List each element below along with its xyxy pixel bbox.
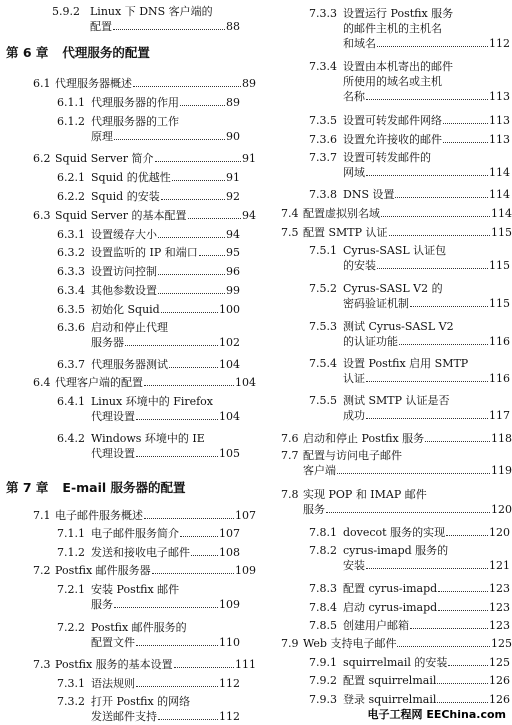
page-number: 126: [489, 674, 510, 687]
dot-leader: [438, 591, 488, 592]
toc-title-line: dovecot 服务的实现: [343, 526, 446, 539]
page-number: 123: [489, 619, 510, 632]
page-number: 89: [226, 96, 240, 109]
toc-title-line: Postfix 邮件服务器: [55, 564, 151, 577]
toc-subsection: [52, 4, 240, 34]
toc-title-line: 的认证功能: [343, 335, 398, 348]
toc-subsection: [57, 526, 240, 541]
toc-subsection: [309, 543, 510, 573]
toc-subsection: [309, 393, 510, 423]
toc-title-line: 认证: [343, 372, 365, 385]
page-number: 112: [489, 37, 510, 50]
toc-number: 6.2: [33, 152, 51, 165]
toc-subsection: [57, 170, 240, 185]
page-number: 89: [242, 77, 256, 90]
toc-number: 7.1: [33, 509, 51, 522]
toc-number: 6.1: [33, 77, 51, 90]
dot-leader: [366, 418, 488, 419]
toc-title-line: 发送邮件支持: [91, 710, 157, 723]
page-number: 112: [219, 710, 240, 723]
page-number: 100: [219, 303, 240, 316]
toc-number: 7.3.1: [57, 677, 85, 690]
toc-title-line: 配置 squirrelmail: [343, 674, 437, 687]
toc-title-line: 代理客户端的配置: [55, 376, 143, 389]
toc-number: 6.3.7: [57, 358, 85, 371]
dot-leader: [169, 367, 218, 368]
page-number: 102: [219, 336, 240, 349]
toc-subsection: [309, 581, 510, 596]
toc-title-line: 配置 cyrus-imapd: [343, 582, 438, 595]
page-number: 108: [219, 546, 240, 559]
toc-number: 6.4.1: [57, 395, 85, 408]
dot-leader: [366, 99, 488, 100]
toc-subsection: [309, 319, 510, 349]
toc-title-line: Web 支持电子邮件: [303, 637, 397, 650]
toc-number: 7.8.3: [309, 582, 337, 595]
dot-leader: [337, 473, 490, 474]
dot-leader: [125, 345, 218, 346]
toc-title-line: Cyrus-SASL 认证包: [343, 244, 447, 257]
page-number: 95: [226, 246, 240, 259]
page-number: 120: [491, 503, 512, 516]
page-number: 113: [489, 133, 510, 146]
toc-number: 6.4.2: [57, 432, 85, 445]
toc-number: 7.8: [281, 488, 299, 501]
toc-title-line: Postfix 邮件服务的: [91, 621, 187, 634]
dot-leader: [389, 235, 490, 236]
toc-subsection: [57, 394, 240, 424]
dot-leader: [158, 237, 225, 238]
page-number: 114: [489, 166, 510, 179]
toc-title-line: 原理: [91, 130, 113, 143]
dot-leader: [136, 645, 218, 646]
toc-number: 7.5.3: [309, 320, 337, 333]
page-number: 115: [491, 226, 512, 239]
toc-number: 6.2.2: [57, 190, 85, 203]
toc-title-line: 配置 SMTP 认证: [303, 226, 388, 239]
toc-number: 7.8.5: [309, 619, 337, 632]
dot-leader: [161, 312, 218, 313]
toc-subsection: [309, 187, 510, 202]
page-number: 104: [235, 376, 256, 389]
toc-number: 6.3.5: [57, 303, 85, 316]
toc-subsection: [57, 264, 240, 279]
toc-number: 7.3.5: [309, 114, 337, 127]
toc-number: 7.3.3: [309, 7, 337, 20]
toc-subsection: [57, 245, 240, 260]
dot-leader: [144, 518, 234, 519]
dot-leader: [191, 555, 218, 556]
toc-section: [33, 375, 256, 390]
page-number: 92: [226, 190, 240, 203]
toc-number: 7.1.1: [57, 527, 85, 540]
dot-leader: [446, 535, 488, 536]
toc-number: 6.3.6: [57, 321, 85, 334]
toc-section: [33, 508, 256, 523]
chapter-heading: [6, 44, 268, 62]
toc-number: 7.1.2: [57, 546, 85, 559]
toc-title-line: 其他参数设置: [91, 284, 157, 297]
dot-leader: [377, 46, 488, 47]
dot-leader: [437, 683, 488, 684]
page-number: 88: [226, 20, 240, 33]
page-number: 125: [489, 656, 510, 669]
toc-title-line: 密码验证机制: [343, 297, 409, 310]
toc-title-line: 启动和停止 Postfix 服务: [303, 432, 425, 445]
dot-leader: [437, 702, 488, 703]
toc-title-line: 服务: [303, 503, 325, 516]
toc-subsection: [57, 227, 240, 242]
toc-title-line: 安装 Postfix 邮件: [91, 583, 180, 596]
toc-title-line: 网域: [343, 166, 365, 179]
toc-subsection: [309, 618, 510, 633]
page-number: 91: [242, 152, 256, 165]
toc-title-line: 设置缓存大小: [91, 228, 157, 241]
toc-title-line: 代理设置: [91, 447, 135, 460]
page-number: 114: [489, 188, 510, 201]
toc-title-line: 电子邮件服务概述: [55, 509, 143, 522]
dot-leader: [180, 105, 225, 106]
toc-subsection: [57, 114, 240, 144]
toc-section: [281, 225, 512, 240]
toc-title-line: 代理服务器的作用: [91, 96, 179, 109]
dot-leader: [366, 175, 488, 176]
toc-subsection: [57, 676, 240, 691]
toc-number: 7.6: [281, 432, 299, 445]
toc-section: [281, 636, 512, 651]
toc-number: 7.3.7: [309, 151, 337, 164]
toc-title-line: 测试 Cyrus-SASL V2: [343, 320, 454, 333]
dot-leader: [136, 456, 218, 457]
toc-number: 6.1.1: [57, 96, 85, 109]
toc-title-line: 设置监听的 IP 和端口: [91, 246, 198, 259]
toc-title-line: 设置允许接收的邮件: [343, 133, 442, 146]
toc-section: [281, 487, 512, 517]
toc-title-line: Linux 环境中的 Firefox: [91, 395, 214, 408]
toc-subsection: [57, 431, 240, 461]
toc-number: 6.3: [33, 209, 51, 222]
page-number: 126: [489, 693, 510, 706]
toc-section: [281, 431, 512, 446]
toc-number: 6.4: [33, 376, 51, 389]
toc-subsection: [309, 113, 510, 128]
dot-leader: [395, 197, 488, 198]
toc-subsection: [309, 356, 510, 386]
dot-leader: [381, 216, 490, 217]
toc-subsection: [57, 357, 240, 372]
chapter-number: 第 6 章: [6, 45, 49, 60]
page-number: 121: [489, 559, 510, 572]
toc-title-line: DNS 设置: [343, 188, 395, 201]
page-number: 112: [219, 677, 240, 690]
chapter-heading: [6, 479, 268, 497]
page-number: 111: [235, 658, 256, 671]
page-number: 105: [219, 447, 240, 460]
toc-title-line: 名称: [343, 90, 365, 103]
toc-title-line: 安装: [343, 559, 365, 572]
toc-subsection: [309, 600, 510, 615]
toc-subsection: [309, 150, 510, 180]
toc-subsection: [57, 320, 240, 350]
toc-title-line: 打开 Postfix 的网络: [91, 695, 191, 708]
toc-number: 6.2.1: [57, 171, 85, 184]
dot-leader: [161, 199, 225, 200]
toc-title-line: Windows 环境中的 IE: [91, 432, 205, 445]
toc-subsection: [309, 673, 510, 688]
toc-title-line: 代理服务器测试: [91, 358, 168, 371]
page-number: 123: [489, 582, 510, 595]
toc-number: 7.5.4: [309, 357, 337, 370]
toc-number: 7.5.1: [309, 244, 337, 257]
toc-title-line: Cyrus-SASL V2 的: [343, 282, 443, 295]
dot-leader: [136, 686, 218, 687]
page-number: 91: [226, 171, 240, 184]
page-number: 109: [235, 564, 256, 577]
toc-title-line: 的安装: [343, 259, 376, 272]
dot-leader: [410, 306, 488, 307]
dot-leader: [377, 268, 488, 269]
toc-section: [33, 657, 256, 672]
toc-section: [33, 76, 256, 91]
toc-number: 7.9.1: [309, 656, 337, 669]
toc-title-line: Postfix 服务的基本设置: [55, 658, 173, 671]
toc-title-line: 客户端: [303, 464, 336, 477]
dot-leader: [366, 568, 488, 569]
toc-title-line: 设置访问控制: [91, 265, 157, 278]
toc-number: 7.3.2: [57, 695, 85, 708]
page-number: 99: [226, 284, 240, 297]
dot-leader: [158, 293, 225, 294]
page-number: 125: [491, 637, 512, 650]
page-number: 114: [491, 207, 512, 220]
watermark-text: 电子工程网 EEChina.com: [367, 708, 506, 721]
toc-title-line: Linux 下 DNS 客户端的: [90, 5, 213, 18]
toc-title-line: 配置文件: [91, 636, 135, 649]
page-number: 96: [226, 265, 240, 278]
toc-title-line: 设置由本机寄出的邮件: [343, 60, 453, 73]
toc-number: 7.5.2: [309, 282, 337, 295]
dot-leader: [326, 512, 490, 513]
toc-subsection: [309, 281, 510, 311]
dot-leader: [144, 385, 234, 386]
dot-leader: [152, 573, 234, 574]
dot-leader: [438, 610, 488, 611]
toc-title-line: 测试 SMTP 认证是否: [343, 394, 450, 407]
toc-title-line: 服务: [91, 598, 113, 611]
page-number: 123: [489, 601, 510, 614]
toc-subsection: [57, 582, 240, 612]
toc-subsection: [57, 189, 240, 204]
toc-title-line: 实现 POP 和 IMAP 邮件: [303, 488, 427, 501]
toc-title-line: 登录 squirrelmail: [343, 693, 437, 706]
dot-leader: [425, 441, 490, 442]
toc-number: 7.7: [281, 449, 299, 462]
toc-subsection: [57, 694, 240, 724]
dot-leader: [174, 667, 234, 668]
toc-title-line: 语法规则: [91, 677, 135, 690]
toc-title-line: 设置可转发邮件网络: [343, 114, 442, 127]
page-number: 116: [489, 372, 510, 385]
dot-leader: [180, 536, 218, 537]
page-number: 94: [242, 209, 256, 222]
dot-leader: [366, 381, 488, 382]
page-number: 115: [489, 297, 510, 310]
toc-title-line: 设置运行 Postfix 服务: [343, 7, 454, 20]
toc-subsection: [57, 545, 240, 560]
toc-subsection: [57, 620, 240, 650]
toc-title-line: 电子邮件服务简介: [91, 527, 179, 540]
toc-number: 6.3.4: [57, 284, 85, 297]
chapter-number: 第 7 章: [6, 480, 49, 495]
toc-subsection: [57, 283, 240, 298]
toc-title-line: 成功: [343, 409, 365, 422]
toc-subsection: [57, 302, 240, 317]
page-number: 110: [219, 636, 240, 649]
toc-title-line: 代理设置: [91, 410, 135, 423]
toc-section: [33, 208, 256, 223]
page-number: 107: [219, 527, 240, 540]
toc-number: 7.8.1: [309, 526, 337, 539]
toc-number: 7.2: [33, 564, 51, 577]
toc-subsection: [309, 132, 510, 147]
toc-number: 7.3: [33, 658, 51, 671]
dot-leader: [448, 665, 488, 666]
dot-leader: [133, 86, 241, 87]
toc-number: 7.2.1: [57, 583, 85, 596]
toc-number: 6.1.2: [57, 115, 85, 128]
page-number: 104: [219, 410, 240, 423]
toc-number: 6.3.1: [57, 228, 85, 241]
toc-number: 7.8.4: [309, 601, 337, 614]
dot-leader: [443, 123, 488, 124]
toc-number: 7.5: [281, 226, 299, 239]
toc-subsection: [309, 692, 510, 707]
chapter-title: E-mail 服务器的配置: [62, 480, 186, 495]
toc-subsection: [309, 6, 510, 51]
dot-leader: [158, 274, 225, 275]
toc-number: 7.3.8: [309, 188, 337, 201]
dot-leader: [136, 419, 218, 420]
dot-leader: [399, 344, 488, 345]
page-number: 117: [489, 409, 510, 422]
page-number: 113: [489, 90, 510, 103]
page-number: 107: [235, 509, 256, 522]
toc-section: [33, 151, 256, 166]
toc-section: [281, 448, 512, 478]
toc-title-line: 代理服务器概述: [55, 77, 132, 90]
dot-leader: [443, 142, 488, 143]
toc-subsection: [309, 59, 510, 104]
toc-title-line: squirrelmail 的安装: [343, 656, 448, 669]
toc-number: 7.9.3: [309, 693, 337, 706]
dot-leader: [158, 719, 218, 720]
toc-title-line: 配置与访问电子邮件: [303, 449, 402, 462]
dot-leader: [172, 180, 225, 181]
toc-number: 7.9: [281, 637, 299, 650]
dot-leader: [114, 139, 225, 140]
toc-title-line: cyrus-imapd 服务的: [343, 544, 449, 557]
page-number: 90: [226, 130, 240, 143]
toc-section: [33, 563, 256, 578]
dot-leader: [410, 628, 488, 629]
dot-leader: [113, 29, 225, 30]
toc-number: 7.5.5: [309, 394, 337, 407]
toc-title-line: Squid 的优越性: [91, 171, 171, 184]
toc-title-line: 发送和接收电子邮件: [91, 546, 190, 559]
toc-title-line: 所使用的域名或主机: [343, 75, 442, 88]
page-number: 94: [226, 228, 240, 241]
toc-title-line: 启动 cyrus-imapd: [343, 601, 438, 614]
page-number: 120: [489, 526, 510, 539]
toc-section: [281, 206, 512, 221]
page-number: 116: [489, 335, 510, 348]
toc-number: 7.3.6: [309, 133, 337, 146]
toc-title-line: 服务器: [91, 336, 124, 349]
toc-subsection: [309, 655, 510, 670]
toc-title-line: 设置 Postfix 启用 SMTP: [343, 357, 469, 370]
page-number: 113: [489, 114, 510, 127]
dot-leader: [397, 646, 490, 647]
toc-title-line: 的邮件主机的主机名: [343, 22, 442, 35]
page-number: 109: [219, 598, 240, 611]
toc-number: 6.3.2: [57, 246, 85, 259]
toc-subsection: [57, 95, 240, 110]
dot-leader: [188, 218, 241, 219]
toc-number: 6.3.3: [57, 265, 85, 278]
toc-title-line: Squid Server 的基本配置: [55, 209, 187, 222]
page-number: 104: [219, 358, 240, 371]
dot-leader: [199, 255, 225, 256]
dot-leader: [155, 161, 241, 162]
toc-number: 7.9.2: [309, 674, 337, 687]
dot-leader: [114, 607, 218, 608]
toc-title-line: Squid 的安装: [91, 190, 160, 203]
toc-number: 7.4: [281, 207, 299, 220]
page-number: 118: [491, 432, 512, 445]
toc-title-line: 启动和停止代理: [91, 321, 168, 334]
toc-number: 5.9.2: [52, 5, 80, 18]
toc-subsection: [309, 243, 510, 273]
chapter-title: 代理服务的配置: [62, 45, 150, 60]
toc-title-line: 代理服务器的工作: [91, 115, 179, 128]
toc-title-line: 设置可转发邮件的: [343, 151, 431, 164]
toc-number: 7.2.2: [57, 621, 85, 634]
toc-title-line: 初始化 Squid: [91, 303, 160, 316]
toc-number: 7.8.2: [309, 544, 337, 557]
toc-title-line: 创建用户邮箱: [343, 619, 409, 632]
toc-title-line: Squid Server 简介: [55, 152, 154, 165]
page-number: 119: [491, 464, 512, 477]
toc-title-line: 配置虚拟别名域: [303, 207, 380, 220]
toc-subsection: [309, 525, 510, 540]
toc-number: 7.3.4: [309, 60, 337, 73]
page-number: 115: [489, 259, 510, 272]
toc-title-line: 和域名: [343, 37, 376, 50]
toc-title-line: 配置: [90, 20, 112, 33]
